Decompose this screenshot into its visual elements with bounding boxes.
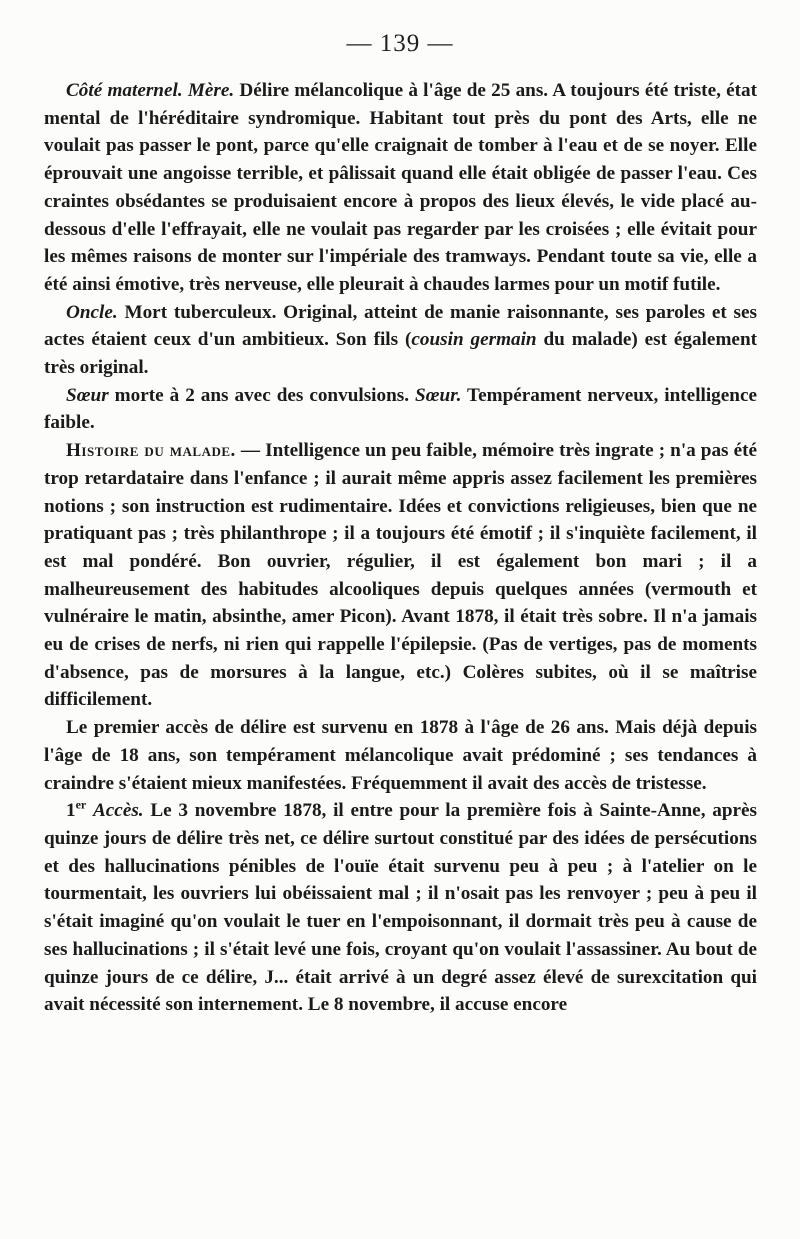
body-text <box>44 77 757 1019</box>
paragraph-label: Sœur <box>66 384 109 406</box>
paragraph-text: — Intelligence un peu faible, mémoire très ingrate ; n'a pas été trop retardataire dans l'enfance ; il aurait même appris assez facilement les premières notions ; son instruction est rudimentaire. Idées et convictions religieuses, bien que ne pratiquant pas ; très philanthrope ; il a toujours été émotif ; il s'inquiète facilement, il est mal pondéré. Bon ouvrier, régulier, il est également bon mari ; il a malheureusement des habitudes alcooliques depuis quelques années (vermouth et vulnéraire le matin, absinthe, amer Picon). Avant 1878, il était très sobre. Il n'a jamais eu de crises de nerfs, ni rien qui rappelle l'épilepsie. (Pas de vertiges, pas de moments d'absence, pas de morsures à la langue, etc.) Colères subites, où il se maîtrise difficilement. <box>44 440 757 711</box>
paragraph-label: Accès. <box>92 800 144 822</box>
paragraph-label: Oncle. <box>66 301 118 323</box>
ordinal-number: 1 <box>66 800 76 822</box>
paragraph-sisters <box>44 382 757 437</box>
paragraph-first-episode <box>44 714 757 797</box>
italic-phrase: cousin germain <box>411 329 537 351</box>
paragraph-text: Mort tuberculeux. Original, atteint de manie raisonnante, ses paroles et ses actes étaient ceux d'un ambitieux. Son fils ( <box>44 301 757 351</box>
paragraph-maternal-side <box>44 77 757 299</box>
paragraph-text: Tempérament nerveux, intelligence faible. <box>44 384 757 434</box>
paragraph-text: morte à 2 ans avec des convulsions. <box>108 384 416 406</box>
paragraph-text: Le premier accès de délire est survenu en 1878 à l'âge de 26 ans. Mais déjà depuis l'âge de 18 ans, son tempérament mélancolique avait prédominé ; ses tendances à craindre s'étaient mieux manifestées. Fréquemment il avait des accès de tristesse. <box>44 717 757 794</box>
paragraph-text: du malade) est également très original. <box>44 329 758 379</box>
paragraph-text: Le 3 novembre 1878, il entre pour la première fois à Sainte-Anne, après quinze jours de délire très net, ce délire surtout constitué par des idées de persécutions et des hallucinations pénibles de l'ouïe était survenu peu à peu ; à l'atelier on le tourmentait, les ouvriers lui obéissaient mal ; il n'osait pas les renvoyer ; peu à peu il s'était imaginé qu'on voulait le tuer en l'empoisonnant, il dormait très peu à cause de ses hallucinations ; il s'était levé une fois, croyant qu'on voulait l'assassiner. Au bout de quinze jours de ce délire, J... était arrivé à un degré assez élevé de surexcitation qui avait nécessité son internement. Le 8 novembre, il accuse encore <box>44 800 757 1016</box>
page-number: — 139 — <box>346 30 454 57</box>
paragraph-label: Côté maternel. Mère. <box>66 80 235 101</box>
paragraph-first-access <box>44 797 757 1019</box>
paragraph-uncle <box>44 299 757 382</box>
paragraph-text: Délire mélancolique à l'âge de 25 ans. A toujours été triste, état mental de l'héréditaire syndromique. Habitant tout près du pont des Arts, elle ne voulait pas passer le pont, parce qu'elle craignait de tomber à l'eau et de se noyer. Elle éprouvait une angoisse terrible, et pâlissait quand elle était obligée de passer l'eau. Ces craintes obsédantes se produisaient encore à propos des lieux élevés, le vide placé au-dessous d'elle l'effrayait, elle ne voulait pas regarder par les croisées ; elle évitait pour les mêmes raisons de monter sur l'impériale des tramways. Pendant toute sa vie, elle a été ainsi émotive, très nerveuse, elle pleurait à chaudes larmes pour un motif futile. <box>44 80 757 295</box>
section-heading: Histoire du malade. <box>66 440 236 462</box>
paragraph-label: Sœur. <box>415 384 462 406</box>
paragraph-patient-history <box>44 437 757 714</box>
ordinal-suffix: er <box>75 797 87 812</box>
